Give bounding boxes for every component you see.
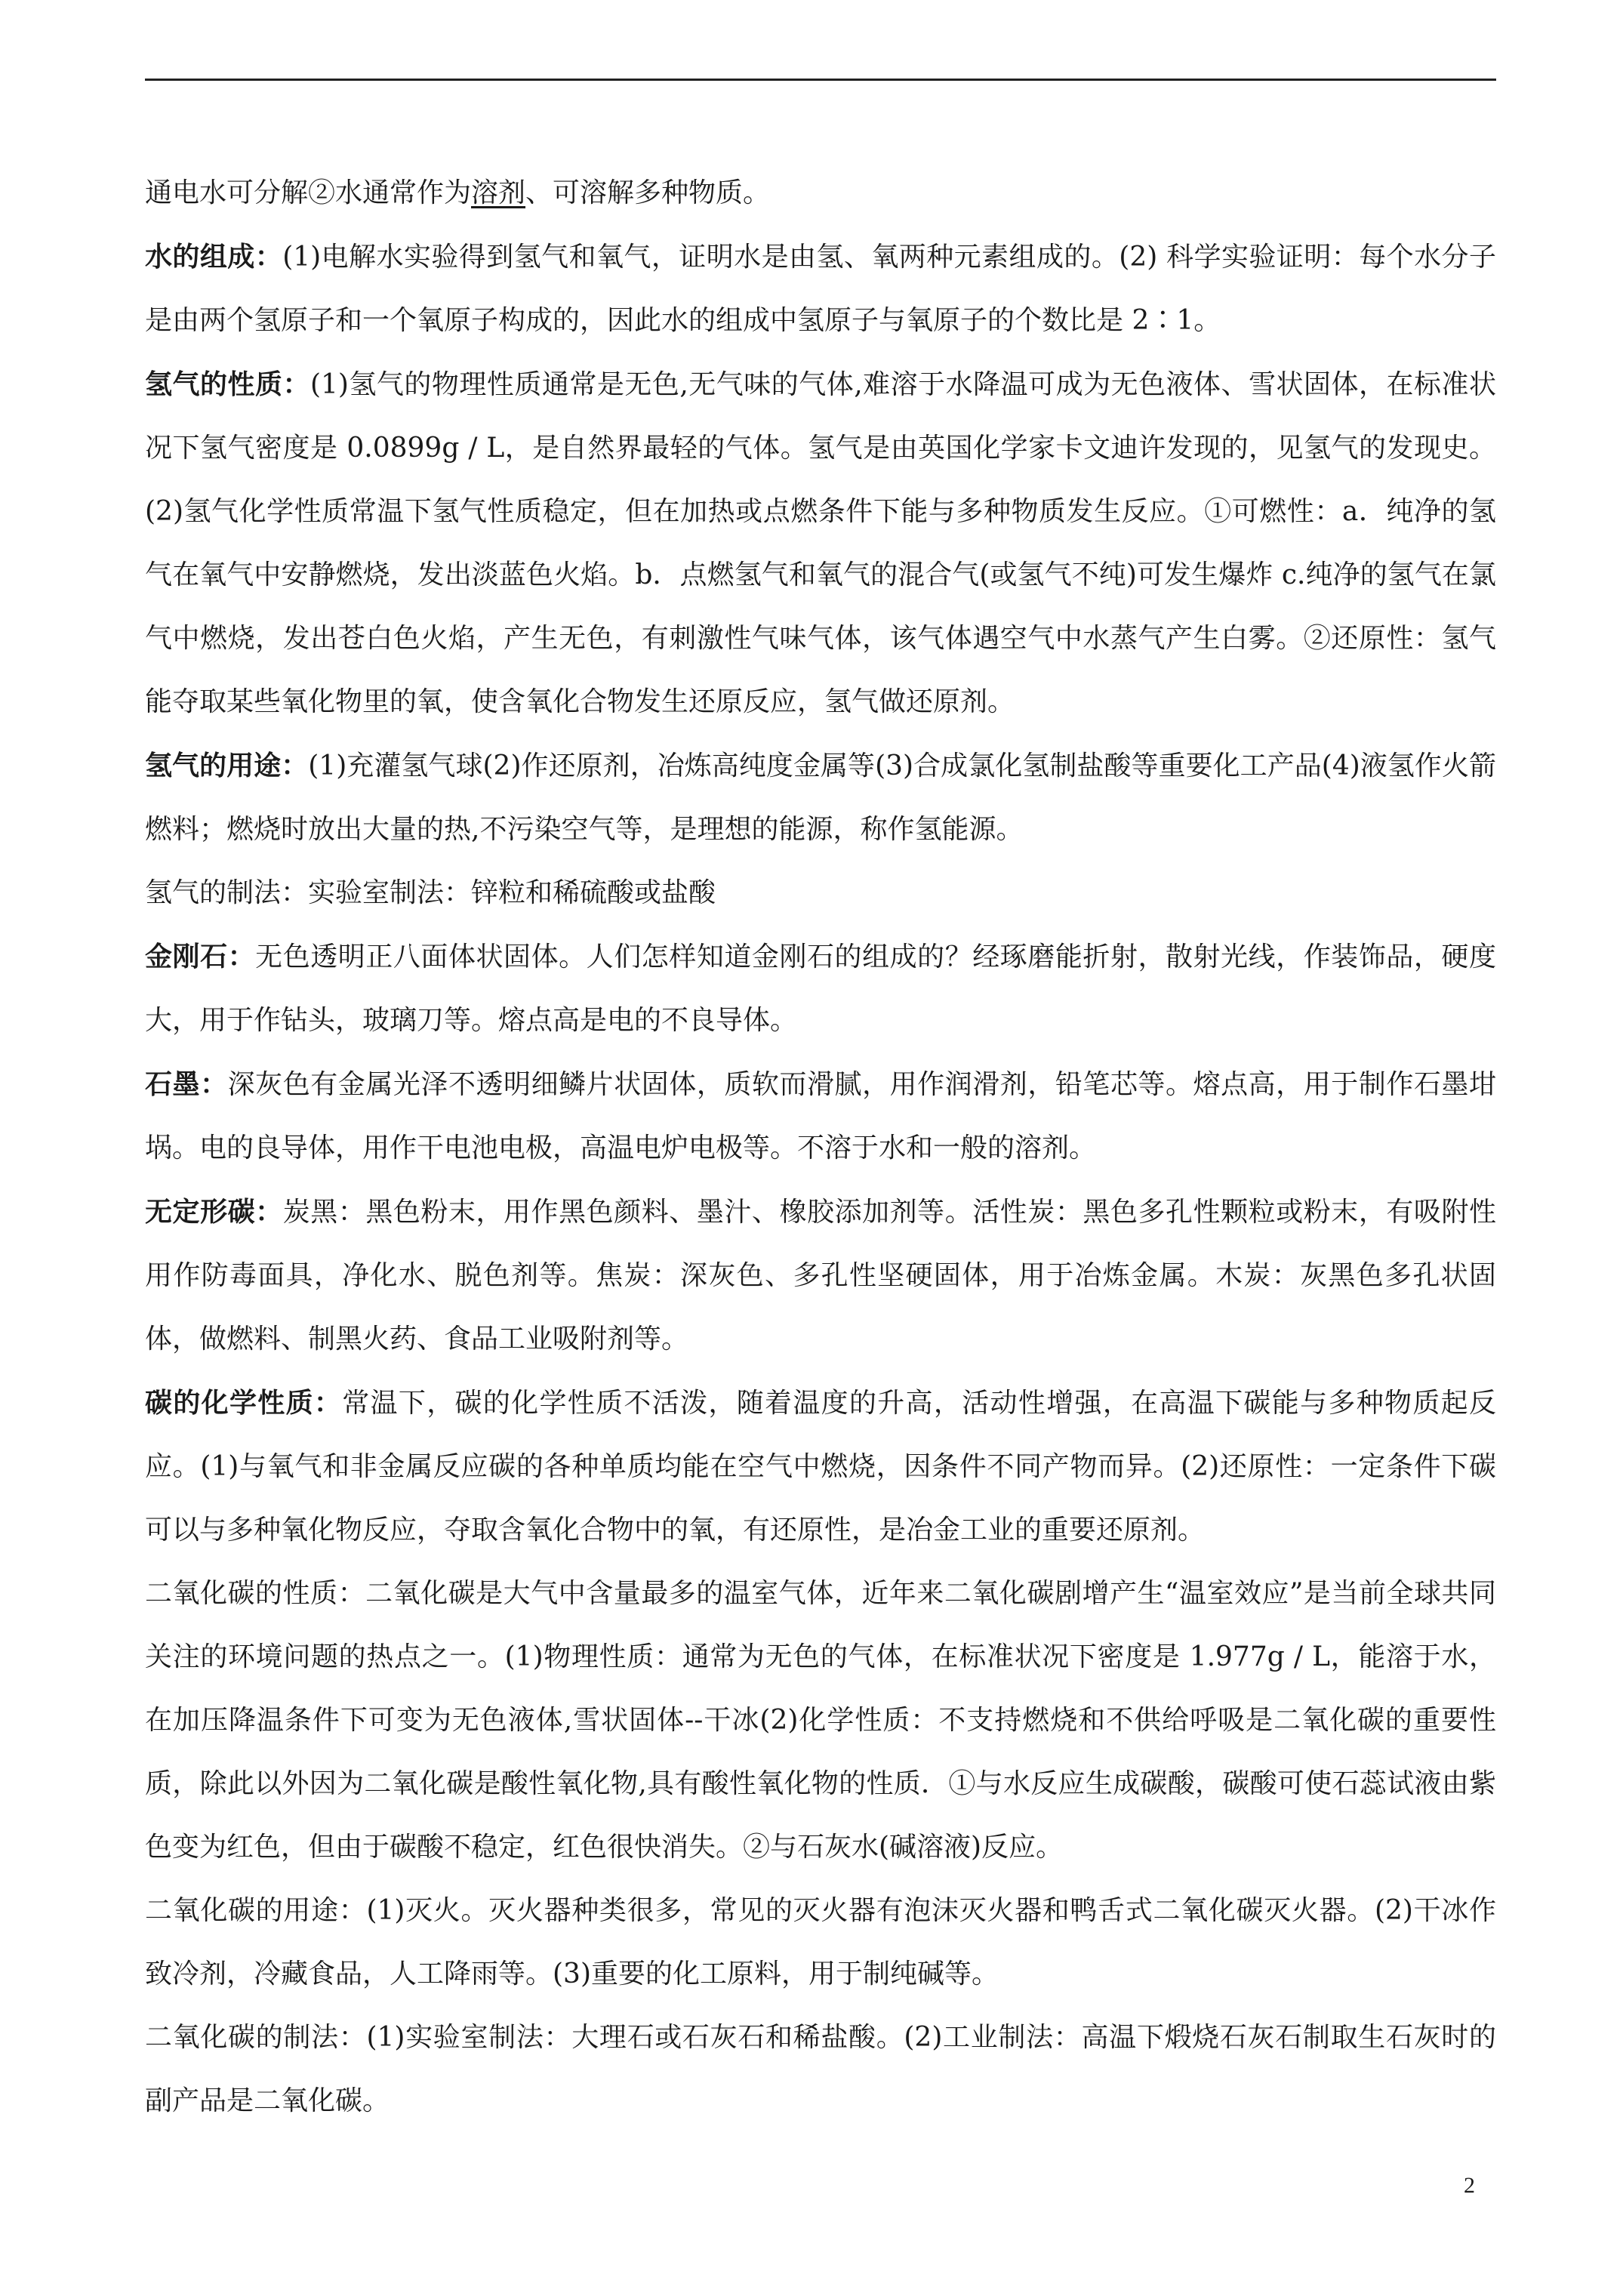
- paragraph-water-composition: [145, 225, 1496, 353]
- paragraph-text: 炭黑：黑色粉末，用作黑色颜料、墨汁、橡胶添加剂等。活性炭：黑色多孔性颗粒或粉末，有吸附性用作防毒面具，净化水、脱色剂等。焦炭：深灰色、多孔性坚硬固体，用于冶炼金属。木炭：灰黑色多孔状固体，做燃料、制黑火药、食品工业吸附剂等。: [145, 1197, 1496, 1354]
- paragraph-text: 、可溶解多种物质。: [525, 177, 771, 208]
- section-term: 氢气的用途：: [145, 750, 309, 781]
- paragraph-co2-uses: [145, 1879, 1496, 2006]
- paragraph-water-uses: [145, 162, 1496, 225]
- section-term: 石墨：: [145, 1068, 228, 1100]
- paragraph-graphite: [145, 1052, 1496, 1180]
- underlined-term-solvent: 溶剂: [471, 177, 526, 208]
- document-body: [145, 162, 1496, 2133]
- section-term: 碳的化学性质：: [145, 1387, 343, 1419]
- paragraph-text: 氢气的制法：实验室制法：锌粒和稀硫酸或盐酸: [145, 877, 716, 908]
- paragraph-hydrogen-uses: [145, 734, 1496, 861]
- paragraph-text: 通电水可分解②水通常作为: [145, 177, 472, 208]
- paragraph-amorphous-carbon: [145, 1180, 1496, 1371]
- section-term: 氢气的性质：: [145, 368, 310, 400]
- paragraph-text: (1)电解水实验得到氢气和氧气，证明水是由氢、氧两种元素组成的。(2) 科学实验证明：每个水分子是由两个氢原子和一个氧原子构成的，因此水的组成中氢原子与氧原子的个数比是 2∶1。: [145, 242, 1496, 336]
- page-number: 2: [1464, 2173, 1475, 2198]
- section-term: 水的组成：: [145, 241, 283, 273]
- paragraph-text: 常温下，碳的化学性质不活泼，随着温度的升高，活动性增强，在高温下碳能与多种物质起反应。(1)与氧气和非金属反应碳的各种单质均能在空气中燃烧，因条件不同产物而异。(2)还原性：一定条件下碳可以与多种氧化物反应，夺取含氧化合物中的氧，有还原性，是冶金工业的重要还原剂。: [145, 1388, 1496, 1546]
- paragraph-text: 深灰色有金属光泽不透明细鳞片状固体，质软而滑腻，用作润滑剂，铅笔芯等。熔点高，用于制作石墨坩埚。电的良导体，用作干电池电极，高温电炉电极等。不溶于水和一般的溶剂。: [145, 1069, 1496, 1163]
- paragraph-text: (1)氢气的物理性质通常是无色,无气味的气体,难溶于水降温可成为无色液体、雪状固体，在标准状况下氢气密度是 0.0899g / L，是自然界最轻的气体。氢气是由英国化学家卡文迪许发现的，见氢气的发现史。(2)氢气化学性质常温下氢气性质稳定，但在加热或点燃条件下能与多种物质发生反应。①可燃性：a．纯净的氢气在氧气中安静燃烧，发出淡蓝色火焰。b．点燃氢气和氧气的混合气(或氢气不纯)可发生爆炸 c.纯净的氢气在氯气中燃烧，发出苍白色火焰，产生无色，有刺激性气味气体，该气体遇空气中水蒸气产生白雾。②还原性：氢气能夺取某些氧化物里的氧，使含氧化合物发生还原反应，氢气做还原剂。: [145, 369, 1496, 717]
- section-term: 金刚石：: [145, 941, 256, 972]
- paragraph-text: 二氧化碳的制法：(1)实验室制法：大理石或石灰石和稀盐酸。(2)工业制法：高温下煅烧石灰石制取生石灰时的副产品是二氧化碳。: [145, 2022, 1496, 2116]
- paragraph-co2-preparation: [145, 2006, 1496, 2133]
- header-rule: [145, 79, 1496, 81]
- paragraph-diamond: [145, 925, 1496, 1052]
- paragraph-hydrogen-properties: [145, 353, 1496, 734]
- paragraph-co2-properties: [145, 1562, 1496, 1879]
- paragraph-text: 无色透明正八面体状固体。人们怎样知道金刚石的组成的？经琢磨能折射，散射光线，作装饰品，硬度大，用于作钻头，玻璃刀等。熔点高是电的不良导体。: [145, 942, 1496, 1036]
- paragraph-text: 二氧化碳的性质：二氧化碳是大气中含量最多的温室气体，近年来二氧化碳剧增产生“温室效应”是当前全球共同关注的环境问题的热点之一。(1)物理性质：通常为无色的气体，在标准状况下密度是 1.977g / L，能溶于水，在加压降温条件下可变为无色液体,雪状固体--干冰(2)化学性质：不支持燃烧和不供给呼吸是二氧化碳的重要性质，除此以外因为二氧化碳是酸性氧化物,具有酸性氧化物的性质．①与水反应生成碳酸，碳酸可使石蕊试液由紫色变为红色，但由于碳酸不稳定，红色很快消失。②与石灰水(碱溶液)反应。: [145, 1578, 1496, 1863]
- paragraph-text: 二氧化碳的用途：(1)灭火。灭火器种类很多，常见的灭火器有泡沫灭火器和鸭舌式二氧化碳灭火器。(2)干冰作致冷剂，冷藏食品，人工降雨等。(3)重要的化工原料，用于制纯碱等。: [145, 1895, 1496, 1989]
- section-term: 无定形碳：: [145, 1196, 283, 1228]
- paragraph-text: (1)充灌氢气球(2)作还原剂，冶炼高纯度金属等(3)合成氯化氢制盐酸等重要化工产品(4)液氢作火箭燃料；燃烧时放出大量的热,不污染空气等，是理想的能源，称作氢能源。: [145, 750, 1496, 845]
- paragraph-hydrogen-preparation: [145, 861, 1496, 925]
- paragraph-carbon-chemical-properties: [145, 1371, 1496, 1562]
